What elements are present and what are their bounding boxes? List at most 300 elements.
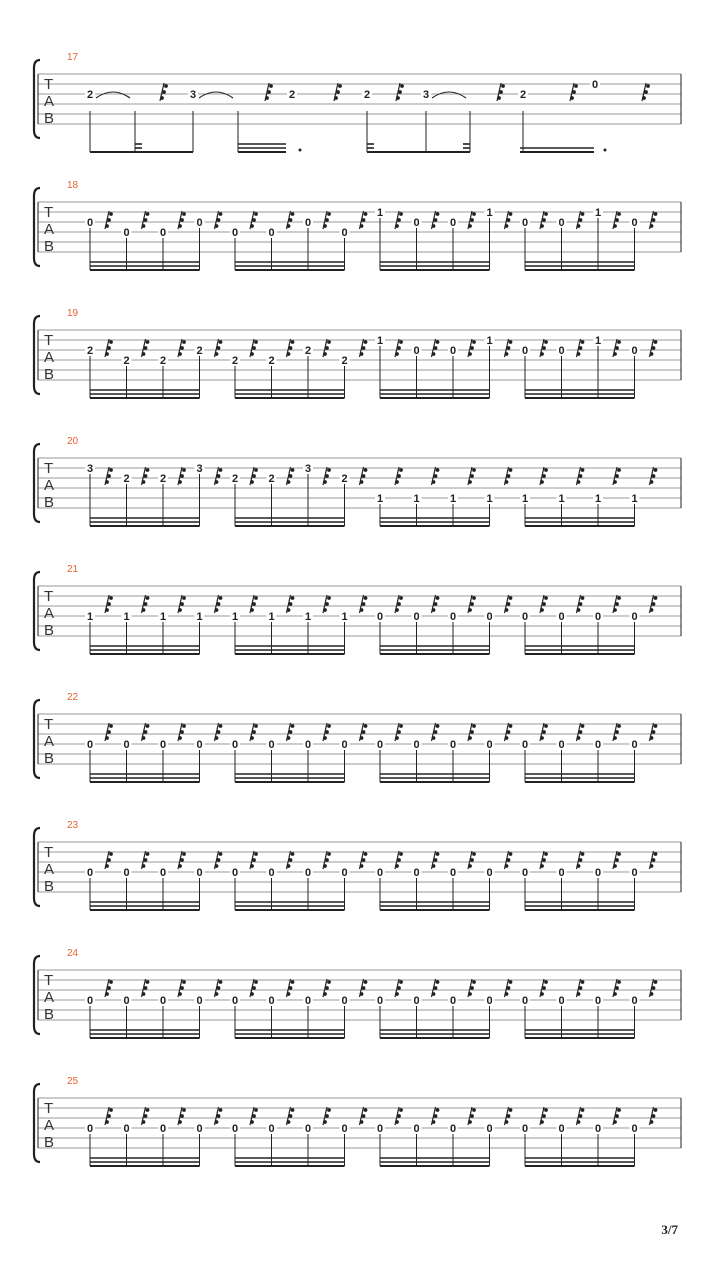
sixteenth-rest [323,723,331,741]
sixteenth-rest [178,467,186,485]
sixteenth-rest [540,339,548,357]
beam-group [520,723,657,782]
sixteenth-rest [432,339,440,357]
tab-clef-letter: A [44,477,55,494]
fret-number: 2 [363,89,371,101]
fret-number: 0 [486,611,493,623]
fret-number: 0 [268,995,275,1007]
fret-number: 0 [558,217,565,229]
beam-group [520,206,657,270]
sixteenth-rest [432,851,440,869]
sixteenth-rest [642,83,650,101]
fret-number: 0 [594,995,602,1007]
fret-number: 0 [594,1123,602,1135]
sixteenth-rest [505,467,513,485]
sixteenth-rest [395,467,403,485]
tab-clef-letter: A [44,605,55,622]
sixteenth-rest [432,211,440,229]
beam-group [375,979,512,1038]
fret-number: 2 [231,355,239,367]
sixteenth-rest [577,979,585,997]
fret-number: 0 [231,867,239,879]
sixteenth-rest [613,339,621,357]
fret-number: 0 [268,867,275,879]
fret-number: 2 [123,473,130,485]
sixteenth-rest [360,467,368,485]
sixteenth-rest [396,83,404,101]
fret-number: 0 [521,867,529,879]
fret-number: 0 [196,217,203,229]
fret-number: 0 [159,867,167,879]
fret-number: 0 [304,739,312,751]
beam-group [230,851,367,910]
fret-number: 0 [591,79,599,91]
sixteenth-rest [323,467,331,485]
fret-number: 0 [558,995,565,1007]
fret-number: 1 [304,611,312,623]
system-measure-22 [34,692,681,782]
beam-group [375,1107,512,1166]
fret-number: 0 [159,739,167,751]
fret-number: 0 [231,995,239,1007]
tie-arc [96,92,130,98]
fret-number: 1 [631,493,638,505]
fret-number: 0 [159,995,167,1007]
system-measure-19 [34,308,681,398]
fret-number: 0 [341,227,348,239]
sixteenth-rest [105,723,113,741]
fret-number: 1 [594,335,602,347]
sixteenth-rest [650,723,658,741]
fret-number: 1 [413,493,420,505]
sixteenth-rest [323,979,331,997]
sixteenth-rest [468,211,476,229]
sixteenth-rest [105,1107,113,1125]
beam-group [85,723,222,782]
sixteenth-rest [105,979,113,997]
beam-group [375,723,512,782]
sixteenth-rest [540,1107,548,1125]
sixteenth-rest [360,211,368,229]
beam-group [520,595,657,654]
sixteenth-rest [432,595,440,613]
beam-group [520,979,657,1038]
fret-number: 0 [86,867,94,879]
fret-number: 2 [196,345,203,357]
tab-clef-letter: B [44,622,55,639]
measure-number: 18 [67,180,79,191]
sixteenth-rest [577,467,585,485]
fret-number: 1 [594,493,602,505]
system-bracket [34,1084,40,1162]
sixteenth-rest [215,979,223,997]
sixteenth-rest [250,1107,258,1125]
fret-number: 0 [304,995,312,1007]
fret-number: 0 [594,739,602,751]
fret-number: 0 [196,1123,203,1135]
fret-number: 0 [631,1123,638,1135]
sixteenth-rest [142,595,150,613]
fret-number: 0 [123,1123,130,1135]
sixteenth-rest [360,723,368,741]
beam-group [85,595,222,654]
tab-clef-letter: A [44,349,55,366]
fret-number: 1 [376,335,384,347]
tab-clef-letter: T [44,460,54,477]
fret-number: 0 [449,995,457,1007]
sixteenth-rest [505,723,513,741]
sixteenth-rest [142,211,150,229]
system-bracket [34,444,40,522]
dot [604,149,607,152]
fret-number: 0 [86,995,94,1007]
fret-number: 0 [123,227,130,239]
sixteenth-rest [505,1107,513,1125]
sixteenth-rest [395,723,403,741]
sixteenth-rest [250,211,258,229]
fret-number: 0 [631,611,638,623]
fret-number: 2 [268,473,275,485]
measure-number: 21 [67,564,79,575]
fret-number: 1 [449,493,457,505]
tie-arc [199,92,233,98]
fret-number: 0 [594,611,602,623]
beam-group [85,1107,222,1166]
system-measure-23 [34,820,681,910]
fret-number: 0 [86,739,94,751]
sixteenth-rest [613,211,621,229]
tab-clef-letter: T [44,76,54,93]
system-bracket [34,316,40,394]
fret-number: 2 [288,89,296,101]
sixteenth-rest [577,723,585,741]
fret-number: 2 [304,345,312,357]
dot [299,149,302,152]
sixteenth-rest [178,339,186,357]
tab-clef-letter: A [44,93,55,110]
sixteenth-rest [287,1107,295,1125]
fret-number: 0 [413,995,420,1007]
fret-number: 1 [486,207,493,219]
sixteenth-rest [360,339,368,357]
measure-number: 20 [67,436,79,447]
fret-number: 3 [422,89,430,101]
tab-clef-letter: T [44,972,54,989]
beam-group [375,851,512,910]
fret-number: 0 [631,217,638,229]
sixteenth-rest [250,467,258,485]
system-bracket [34,700,40,778]
fret-number: 0 [413,739,420,751]
fret-number: 0 [449,217,457,229]
sixteenth-rest [334,83,342,101]
sixteenth-rest [323,851,331,869]
beam-group [230,595,367,654]
fret-number: 1 [558,493,565,505]
sixteenth-rest [250,723,258,741]
fret-number: 0 [594,867,602,879]
sixteenth-rest [395,211,403,229]
fret-number: 2 [86,345,94,357]
beam-group [520,467,657,526]
sixteenth-rest [505,979,513,997]
fret-number: 0 [413,345,420,357]
sixteenth-rest [395,979,403,997]
fret-number: 0 [449,611,457,623]
measure-number: 19 [67,308,79,319]
sixteenth-rest [432,979,440,997]
fret-number: 1 [521,493,529,505]
beam-group [85,339,222,398]
sixteenth-rest [540,467,548,485]
fret-number: 0 [558,1123,565,1135]
fret-number: 0 [449,867,457,879]
fret-number: 0 [196,995,203,1007]
sixteenth-rest [105,467,113,485]
fret-number: 0 [376,611,384,623]
sixteenth-rest [468,851,476,869]
measure-number: 23 [67,820,79,831]
fret-number: 0 [86,217,94,229]
sixteenth-rest [540,851,548,869]
measure-number: 24 [67,948,79,959]
sixteenth-rest [613,467,621,485]
fret-number: 0 [376,739,384,751]
fret-number: 1 [231,611,239,623]
fret-number: 1 [376,207,384,219]
sixteenth-rest [215,339,223,357]
sixteenth-rest [105,851,113,869]
sixteenth-rest [395,595,403,613]
sixteenth-rest [178,723,186,741]
system-measure-25 [34,1076,681,1166]
fret-number: 0 [376,995,384,1007]
tab-clef-letter: T [44,332,54,349]
tab-clef-letter: B [44,1006,55,1023]
sixteenth-rest [432,467,440,485]
sixteenth-rest [178,211,186,229]
fret-number: 1 [159,611,167,623]
sixteenth-rest [432,1107,440,1125]
sixteenth-rest [505,211,513,229]
system-bracket [34,572,40,650]
system-measure-24 [34,948,681,1038]
sixteenth-rest [360,979,368,997]
tab-clef-letter: B [44,494,55,511]
tab-clef-letter: B [44,110,55,127]
fret-number: 0 [376,867,384,879]
fret-number: 0 [341,1123,348,1135]
fret-number: 2 [86,89,94,101]
fret-number: 0 [631,345,638,357]
sixteenth-rest [142,979,150,997]
sixteenth-rest [432,723,440,741]
fret-number: 0 [413,867,420,879]
sixteenth-rest [250,339,258,357]
system-bracket [34,828,40,906]
fret-number: 2 [519,89,527,101]
sixteenth-rest [323,1107,331,1125]
fret-number: 2 [123,355,130,367]
tab-clef-letter: A [44,1117,55,1134]
sixteenth-rest [215,595,223,613]
tab-clef-letter: A [44,221,55,238]
sixteenth-rest [323,211,331,229]
fret-number: 0 [521,1123,529,1135]
fret-number: 0 [196,867,203,879]
fret-number: 0 [123,995,130,1007]
fret-number: 1 [486,493,493,505]
sixteenth-rest [142,339,150,357]
sixteenth-rest [577,851,585,869]
beam-group [520,334,657,398]
sixteenth-rest [105,595,113,613]
fret-number: 0 [558,739,565,751]
fret-number: 1 [594,207,602,219]
sixteenth-rest [540,211,548,229]
sixteenth-rest [142,851,150,869]
measure-number: 17 [67,52,79,63]
fret-number: 3 [86,463,94,475]
fret-number: 0 [486,995,493,1007]
fret-number: 2 [341,355,348,367]
fret-number: 0 [341,995,348,1007]
fret-number: 1 [86,611,94,623]
fret-number: 0 [558,345,565,357]
sixteenth-rest [577,595,585,613]
tie-arc [432,92,466,98]
sixteenth-rest [468,723,476,741]
fret-number: 0 [304,867,312,879]
beam-group [375,206,512,270]
sixteenth-rest [360,1107,368,1125]
fret-number: 0 [231,739,239,751]
fret-number: 0 [558,611,565,623]
measure-number: 25 [67,1076,79,1087]
sixteenth-rest [178,595,186,613]
sixteenth-rest [540,979,548,997]
system-bracket [34,188,40,266]
fret-number: 0 [268,739,275,751]
sixteenth-rest [650,851,658,869]
system-bracket [34,60,40,138]
fret-number: 0 [123,739,130,751]
sixteenth-rest [360,595,368,613]
fret-number: 0 [86,1123,94,1135]
fret-number: 0 [521,739,529,751]
beam-group [230,211,367,270]
tab-clef-letter: B [44,750,55,767]
fret-number: 0 [558,867,565,879]
fret-number: 0 [268,1123,275,1135]
sixteenth-rest [323,595,331,613]
sixteenth-rest [142,467,150,485]
sixteenth-rest [215,723,223,741]
sixteenth-rest [178,1107,186,1125]
tab-clef-letter: A [44,733,55,750]
sixteenth-rest [215,211,223,229]
system-measure-21 [34,564,681,654]
sixteenth-rest [395,339,403,357]
sixteenth-rest [287,723,295,741]
beam-group [230,462,367,526]
fret-number: 0 [449,1123,457,1135]
tab-clef-letter: T [44,204,54,221]
fret-number: 2 [159,355,167,367]
fret-number: 0 [159,227,167,239]
sixteenth-rest [505,851,513,869]
tab-clef-letter: A [44,989,55,1006]
sixteenth-rest [265,83,273,101]
sixteenth-rest [468,595,476,613]
sixteenth-rest [650,979,658,997]
fret-number: 1 [376,493,384,505]
sixteenth-rest [395,1107,403,1125]
page-number: 3/7 [661,1222,678,1237]
tab-clef-letter: B [44,366,55,383]
fret-number: 0 [304,217,312,229]
fret-number: 0 [486,1123,493,1135]
sixteenth-rest [287,851,295,869]
sixteenth-rest [650,467,658,485]
sixteenth-rest [577,339,585,357]
sixteenth-rest [540,723,548,741]
fret-number: 3 [304,463,312,475]
sixteenth-rest [613,595,621,613]
fret-number: 0 [413,611,420,623]
fret-number: 0 [304,1123,312,1135]
sixteenth-rest [650,339,658,357]
sixteenth-rest [505,339,513,357]
tab-clef-letter: B [44,1134,55,1151]
sixteenth-rest [613,1107,621,1125]
sixteenth-rest [613,851,621,869]
sixteenth-rest [650,595,658,613]
fret-number: 0 [449,345,457,357]
beam-group [375,334,512,398]
sixteenth-rest [287,979,295,997]
fret-number: 0 [631,739,638,751]
sixteenth-rest [215,1107,223,1125]
sixteenth-rest [323,339,331,357]
fret-number: 1 [341,611,348,623]
fret-number: 0 [376,1123,384,1135]
sixteenth-rest [577,211,585,229]
sixteenth-rest [215,851,223,869]
fret-number: 0 [341,739,348,751]
fret-number: 0 [631,867,638,879]
beam-group [230,979,367,1038]
sixteenth-rest [142,723,150,741]
beam-group [85,851,222,910]
fret-number: 2 [231,473,239,485]
beam-group [520,1107,657,1166]
sixteenth-rest [250,595,258,613]
beam-group [85,211,222,270]
sixteenth-rest [105,339,113,357]
fret-number: 0 [159,1123,167,1135]
sixteenth-rest [287,467,295,485]
sixteenth-rest [468,339,476,357]
sixteenth-rest [287,595,295,613]
tab-clef-letter: B [44,238,55,255]
tab-clef-letter: T [44,716,54,733]
fret-number: 0 [231,1123,239,1135]
sixteenth-rest [105,211,113,229]
fret-number: 1 [486,335,493,347]
sixteenth-rest [178,979,186,997]
fret-number: 0 [449,739,457,751]
